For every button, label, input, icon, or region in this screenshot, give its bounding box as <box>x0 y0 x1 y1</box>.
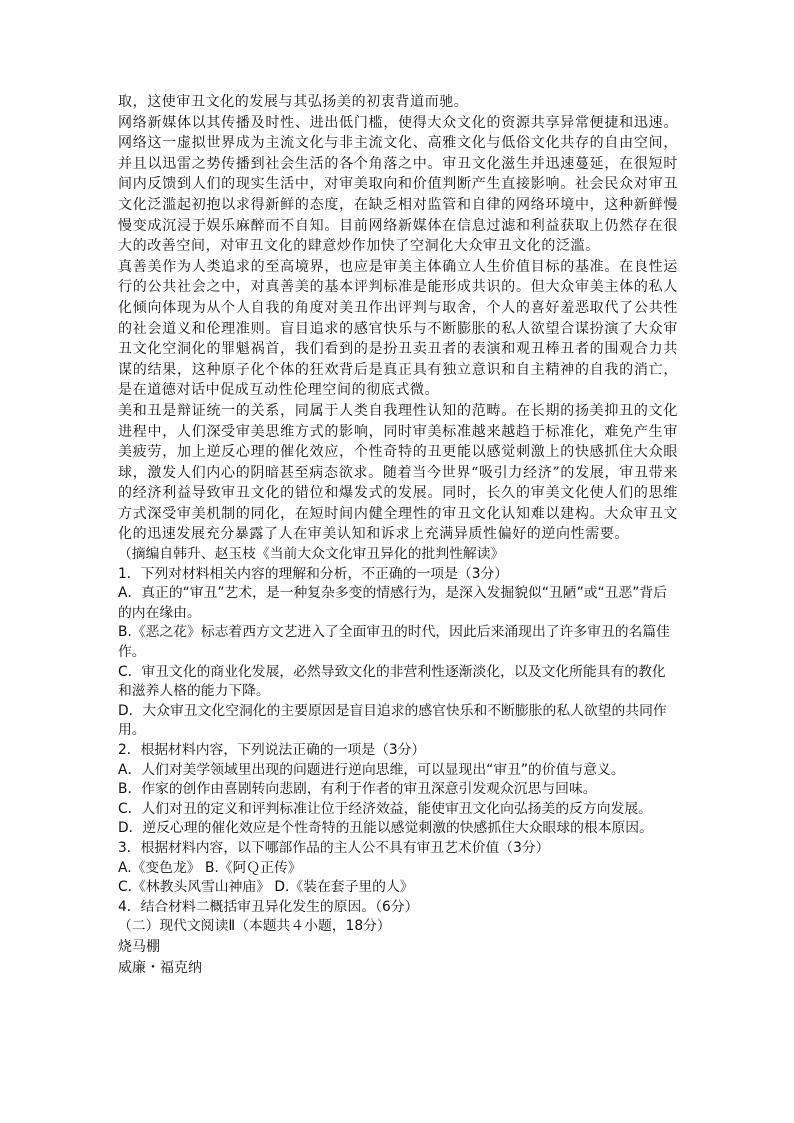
section-heading: （二）现代文阅读Ⅱ（本题共４小题，18分） <box>118 918 391 935</box>
question-2-option-a: A．人们对美学领域里出现的问题进行逆向思维，可以显现出“审丑”的价值与意义。 <box>118 761 625 778</box>
passage-paragraph-1: 网络新媒体以其传播及时性、进出低门槛，使得大众文化的资源共享异常便捷和迅速。网络这一虚拟世界成为主流文化与非主流文化、高雅文化与低俗文化共存的自由空间，并且以迅雷之势传播到社会生活的各个角落之中。审丑文化滋生并迅速蔓延，在很短时间内反馈到人们的现实生活中，对审美取向和价值判断产生直接影响。社会民众对审丑文化泛滥起初抱以求得新鲜的态度，在缺乏相对监管和自律的网络环境中，这种新鲜慢慢变成沉浸于娱乐麻醉而不自知。目前网络新媒体在信息过滤和利益获取上仍然存在很大的改善空间，对审丑文化的肆意炒作加快了空洞化大众审丑文化的泛滥。 <box>118 114 678 255</box>
question-3-options-ab: A.《变色龙》 B.《阿Ｑ正传》 <box>118 859 302 876</box>
source-citation: （摘编自韩升、赵玉枝《当前大众文化审丑异化的批判性解读》 <box>118 546 505 563</box>
question-3-stem: 3．根据材料内容，以下哪部作品的主人公不具有审丑艺术价值（3分） <box>118 839 550 856</box>
passage-paragraph-3: 美和丑是辩证统一的关系，同属于人类自我理性认知的范畴。在长期的扬美抑丑的文化进程中，人们深受审美思维方式的影响，同时审美标准越来越趋于标准化，难免产生审美疲劳，加上逆反心理的催化效应，个性奇特的丑更能以感觉刺激上的快感抓住大众眼球，激发人们内心的阴暗甚至病态欲求。随着当今世界“吸引力经济”的发展，审丑带来的经济利益导致审丑文化的错位和爆发式的发展。同时，长久的审美文化使人们的思维方式深受审美机制的同化，在短时间内健全理性的审丑文化认知难以建构。大众审丑文化的迅速发展充分暴露了人在审美认知和诉求上充满异质性偏好的逆向性需要。 <box>118 402 678 543</box>
passage-paragraph-0: 取，这使审丑文化的发展与其弘扬美的初衷背道而驰。 <box>118 94 469 110</box>
question-1-option-a: A．真正的“审丑”艺术，是一种复杂多变的情感行为，是深入发掘貌似“丑陋”或“丑恶”背后的内在缘由。 <box>118 585 668 621</box>
passage-paragraph-2: 真善美作为人类追求的至高境界，也应是审美主体确立人生价值目标的基准。在良性运行的公共社会之中，对真善美的基本评判标准是能形成共识的。但大众审美主体的私人化倾向体现为从个人自我的角度对美丑作出评判与取舍，个人的喜好羞恶取代了公共性的社会道义和伦理准则。盲目追求的感官快乐与不断膨胀的私人欲望合谋扮演了大众审丑文化空洞化的罪魁祸首，我们看到的是扮丑卖丑者的表演和观丑棒丑者的围观合力共谋的结果，这种原子化个体的狂欢背后是真正具有独立意识和自主精神的自我的消亡，是在道德对话中促成互动性伦理空间的彻底式微。 <box>118 258 678 399</box>
question-4-stem: 4．结合材料二概括审丑异化发生的原因。（6分） <box>118 898 419 915</box>
question-1-option-b: B.《恶之花》标志着西方文艺进入了全面审丑的时代，因此后来涌现出了许多审丑的名篇佳作。 <box>118 624 670 661</box>
question-1-option-c: C．审丑文化的商业化发展，必然导致文化的非营利性逐渐淡化，以及文化所能具有的教化和滋养人格的能力下降。 <box>118 663 666 700</box>
question-1-stem: 1．下列对材料相关内容的理解和分析，不正确的一项是（3分） <box>118 565 509 582</box>
document-page <box>118 92 678 979</box>
question-2-option-b: B．作家的创作由喜剧转向悲剧，有利于作者的审丑深意引发观众沉思与回味。 <box>118 781 597 798</box>
passage-body <box>118 92 678 545</box>
question-2-option-d: D．逆反心理的催化效应是个性奇特的丑能以感觉刺激的快感抓住大众眼球的根本原因。 <box>118 820 653 837</box>
story-author: 威廉・福克纳 <box>118 959 202 976</box>
question-2-option-c: C．人们对丑的定义和评判标准让位于经济效益，能使审丑文化向弘扬美的反方向发展。 <box>118 800 652 817</box>
questions-block <box>118 545 678 937</box>
story-title: 烧马棚 <box>118 938 160 955</box>
question-3-options-cd: C.《林教头风雪山神庙》 D.《装在套子里的人》 <box>118 879 414 896</box>
question-2-stem: 2．根据材料内容，下列说法正确的一项是（3分） <box>118 742 426 758</box>
question-1-option-d: D．大众审丑文化空洞化的主要原因是盲目追求的感官快乐和不断膨胀的私人欲望的共同作用。 <box>118 702 667 739</box>
